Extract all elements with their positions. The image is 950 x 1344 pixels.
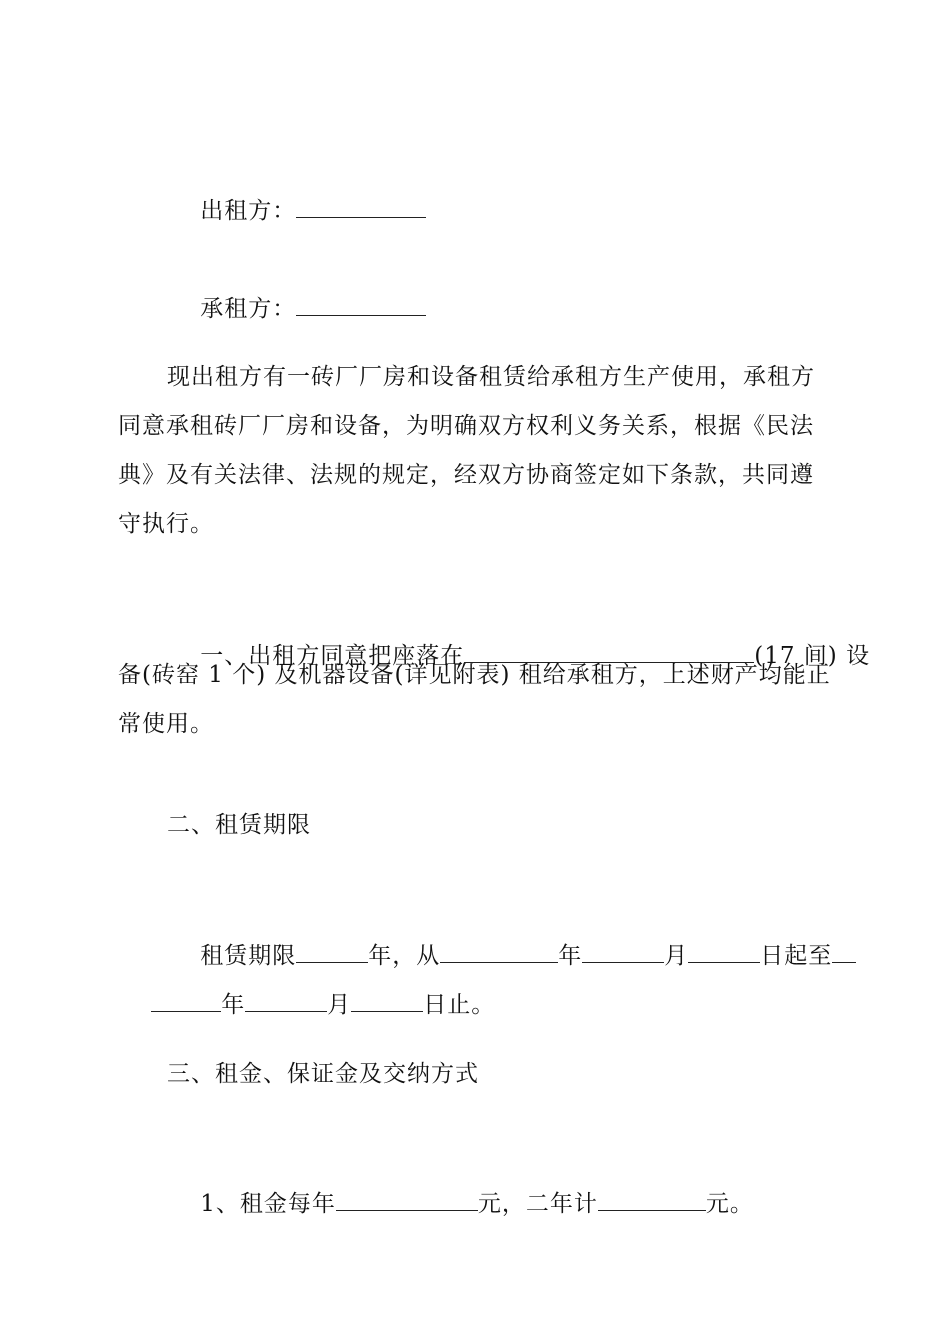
- term-label: 租赁期限: [200, 943, 297, 969]
- rent-text-c: 元。: [705, 1191, 754, 1217]
- two-year-rent-blank[interactable]: [598, 1188, 706, 1211]
- clause1-text-b: (17 间) 设: [754, 643, 871, 669]
- end-year-blank-b[interactable]: [151, 989, 221, 1012]
- end-year-blank-a[interactable]: [832, 940, 856, 963]
- term-text-g: 月: [327, 992, 352, 1018]
- clause1-line-3: 常使用。: [118, 711, 214, 737]
- term-text-c: 年: [558, 943, 583, 969]
- lessee-line: [167, 263, 426, 354]
- start-month-blank[interactable]: [582, 940, 664, 963]
- end-day-blank[interactable]: [351, 989, 423, 1012]
- lessor-line: [167, 165, 426, 256]
- rent-text-a: 1、租金每年: [200, 1191, 336, 1217]
- term-text-b: 年，从: [368, 943, 441, 969]
- term-text-d: 月: [664, 943, 689, 969]
- term-text-f: 年: [221, 992, 246, 1018]
- intro-line-1: 现出租方有一砖厂厂房和设备租赁给承租方生产使用，承租方: [167, 364, 815, 390]
- lessor-label: 出租方：: [200, 198, 297, 224]
- intro-line-3: 典》及有关法律、法规的规定，经双方协商签定如下条款，共同遵: [118, 462, 814, 488]
- rent-text-b: 元，二年计: [477, 1191, 598, 1217]
- term-text-h: 日止。: [423, 992, 496, 1018]
- annual-rent-blank[interactable]: [336, 1188, 478, 1211]
- lessee-blank[interactable]: [296, 293, 426, 316]
- clause1-line-2: 备(砖窑 1 个) 及机器设备(详见附表) 租给承租方，上述财产均能正: [118, 662, 831, 688]
- clause3-heading: 三、租金、保证金及交纳方式: [167, 1061, 479, 1087]
- clause1-text-a: 一、出租方同意把座落在: [200, 643, 465, 669]
- clause2-heading: 二、租赁期限: [167, 812, 311, 838]
- lessee-label: 承租方：: [200, 296, 297, 322]
- intro-line-4: 守执行。: [118, 511, 214, 537]
- clause2-line-2: [118, 959, 495, 1050]
- end-month-blank[interactable]: [245, 989, 327, 1012]
- intro-line-2: 同意承租砖厂厂房和设备，为明确双方权利义务关系，根据《民法: [118, 413, 814, 439]
- clause3-item-1: [167, 1158, 754, 1249]
- lessor-blank[interactable]: [296, 195, 426, 218]
- start-day-blank[interactable]: [688, 940, 760, 963]
- term-text-e: 日起至: [760, 943, 833, 969]
